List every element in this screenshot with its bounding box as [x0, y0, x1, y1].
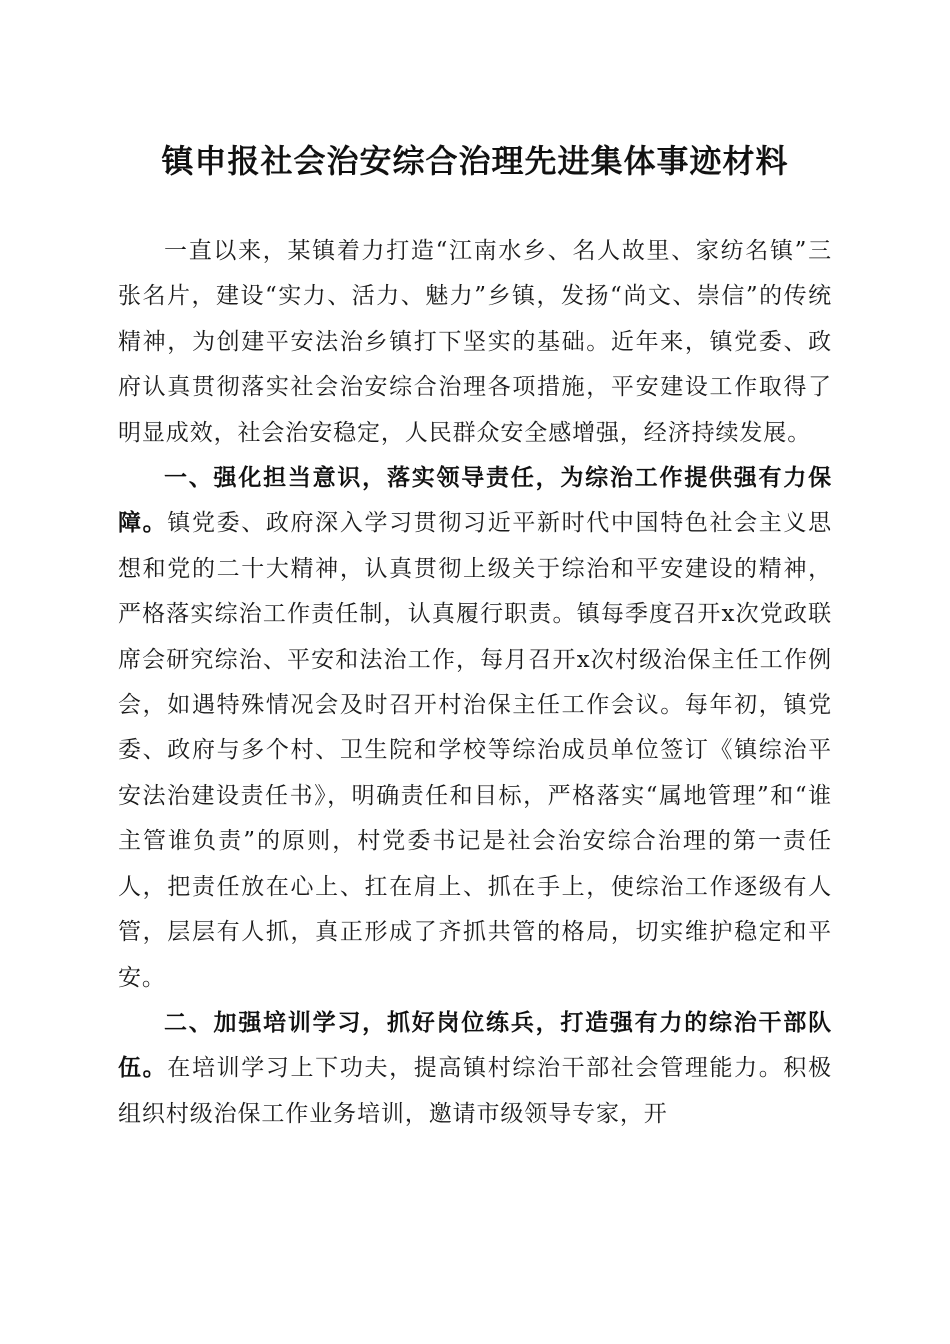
paragraph-text: 在培训学习上下功夫，提高镇村综治干部社会管理能力。积极组织村级治保工作业务培训，邀请市级领导专家，开 [118, 1055, 832, 1127]
document-title: 镇申报社会治安综合治理先进集体事迹材料 [161, 142, 789, 180]
paragraph-lead: 二、加强培训学习，抓好岗位练兵，打造强有力的综治干部队伍。 [118, 1009, 832, 1082]
paragraph-intro [118, 229, 832, 456]
document-body [118, 229, 832, 1137]
paragraph-lead: 一、强化担当意识，落实领导责任，为综治工作提供强有力保障。 [118, 465, 832, 537]
paragraph-text: 镇党委、政府深入学习贯彻习近平新时代中国特色社会主义思想和党的二十大精神，认真贯彻上级关于综治和平安建设的精神，严格落实综治工作责任制，认真履行职责。镇每季度召开x次党政联席会研究综治、平安和法治工作，每月召开x次村级治保主任工作例会，如遇特殊情况会及时召开村治保主任工作会议。每年初，镇党委、政府与多个村、卫生院和学校等综治成员单位签订《镇综治平安法治建设责任书》，明确责任和目标，严格落实“属地管理”和“谁主管谁负责”的原则，村党委书记是社会治安综合治理的第一责任人，把责任放在心上、扛在肩上、抓在手上，使综治工作逐级有人管，层层有人抓，真正形成了齐抓共管的格局，切实维护稳定和平安。 [118, 510, 832, 991]
paragraph-section-2 [118, 1001, 832, 1137]
paragraph-section-1 [118, 456, 832, 1001]
paragraph-text: 一直以来，某镇着力打造“江南水乡、名人故里、家纺名镇”三张名片，建设“实力、活力、魅力”乡镇，发扬“尚文、崇信”的传统精神，为创建平安法治乡镇打下坚实的基础。近年来，镇党委、政府认真贯彻落实社会治安综合治理各项措施，平安建设工作取得了明显成效，社会治安稳定，人民群众安全感增强，经济持续发展。 [118, 238, 832, 446]
